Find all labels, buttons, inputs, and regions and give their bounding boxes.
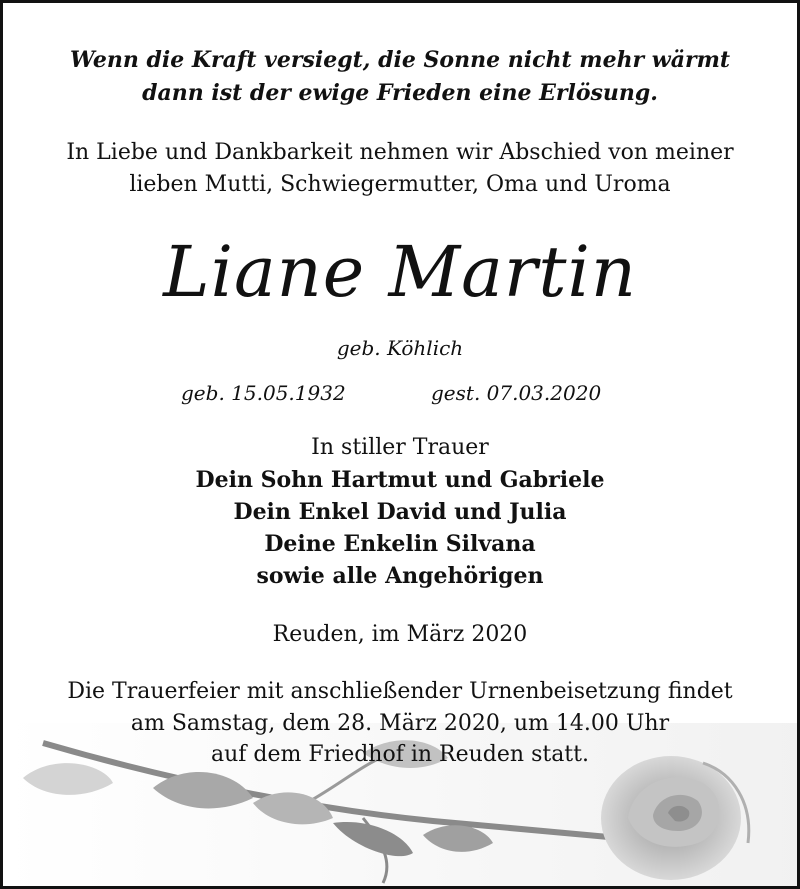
funeral-line-1: Die Trauerfeier mit anschließender Urnenbeisetzung findet: [67, 679, 733, 704]
mourner-line: Dein Enkel David und Julia: [233, 499, 567, 525]
mourners-heading: In stiller Trauer: [311, 435, 489, 460]
birth-date: geb. 15.05.1932: [181, 381, 346, 405]
mourner-line: sowie alle Angehörigen: [256, 563, 544, 589]
motto-line-1: Wenn die Kraft versiegt, die Sonne nicht mehr wärmt: [69, 47, 731, 73]
death-date: gest. 07.03.2020: [431, 381, 602, 405]
motto-line-2: dann ist der ewige Frieden eine Erlösung.: [142, 80, 658, 106]
mourner-line: Deine Enkelin Silvana: [264, 531, 536, 557]
mourner-line: Dein Sohn Hartmut und Gabriele: [195, 467, 605, 493]
funeral-line-3: auf dem Friedhof in Reuden statt.: [211, 742, 589, 767]
intro-line-1: In Liebe und Dankbarkeit nehmen wir Abschied von meiner: [66, 140, 734, 165]
intro-line-2: lieben Mutti, Schwiegermutter, Oma und Uroma: [129, 172, 671, 197]
maiden-name: geb. Köhlich: [336, 336, 464, 360]
funeral-line-2: am Samstag, dem 28. März 2020, um 14.00 Uhr: [130, 711, 670, 736]
deceased-name: Liane Martin: [163, 231, 637, 313]
place-date: Reuden, im März 2020: [272, 622, 528, 647]
life-dates: [3, 383, 797, 407]
